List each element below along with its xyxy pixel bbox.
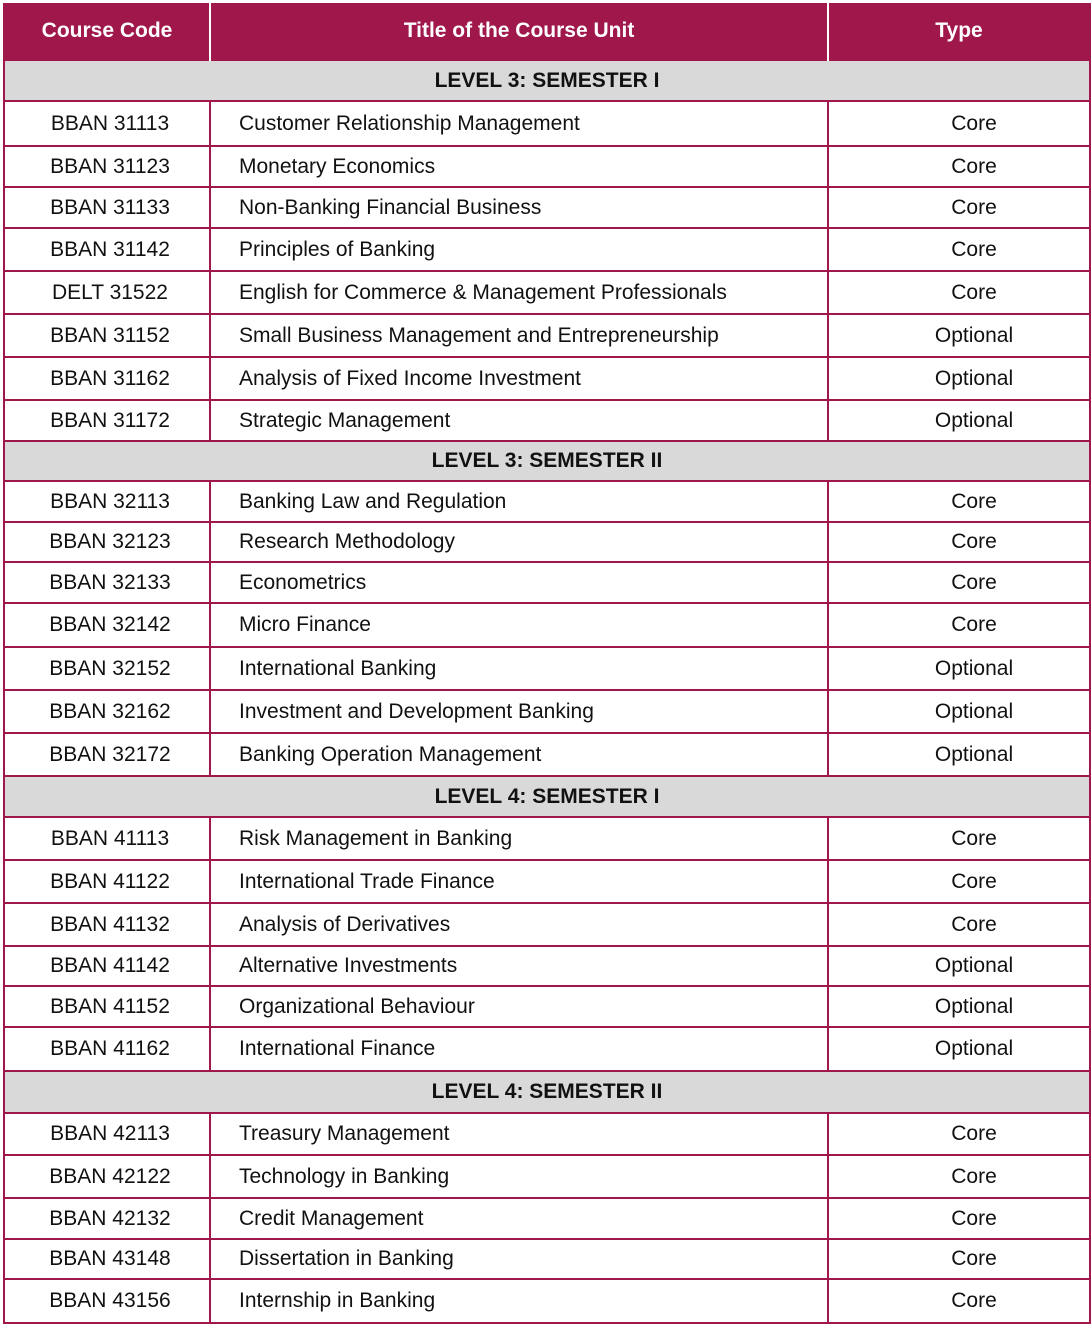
course-code-cell: BBAN 32133 (4, 562, 210, 603)
course-title-cell: Internship in Banking (210, 1279, 828, 1323)
table-row (4, 946, 1090, 986)
course-title-cell: Small Business Management and Entrepreneurship (210, 314, 828, 357)
course-title-cell: Strategic Management (210, 400, 828, 441)
course-code-cell: BBAN 42122 (4, 1155, 210, 1198)
course-title-cell: Technology in Banking (210, 1155, 828, 1198)
course-code-cell: BBAN 32142 (4, 603, 210, 647)
course-title-cell: Organizational Behaviour (210, 986, 828, 1027)
table-row (4, 314, 1090, 357)
course-title-cell: Principles of Banking (210, 228, 828, 271)
table-row (4, 271, 1090, 314)
course-type-cell: Core (828, 603, 1090, 647)
course-code-cell: BBAN 41132 (4, 903, 210, 946)
course-code-cell: BBAN 31152 (4, 314, 210, 357)
section-heading-row (4, 1071, 1090, 1113)
course-type-cell: Optional (828, 986, 1090, 1027)
table-row (4, 733, 1090, 776)
course-type-cell: Core (828, 481, 1090, 522)
course-type-cell: Optional (828, 400, 1090, 441)
table-row (4, 1239, 1090, 1279)
section-heading: LEVEL 4: SEMESTER II (4, 1071, 1090, 1113)
course-title-cell: International Finance (210, 1027, 828, 1071)
course-type-cell: Optional (828, 314, 1090, 357)
course-code-cell: BBAN 32162 (4, 690, 210, 733)
table-row (4, 481, 1090, 522)
course-title-cell: Investment and Development Banking (210, 690, 828, 733)
course-title-cell: Monetary Economics (210, 146, 828, 187)
course-title-cell: Credit Management (210, 1198, 828, 1239)
header-course-title: Title of the Course Unit (210, 3, 828, 60)
section-heading-row (4, 776, 1090, 817)
course-title-cell: English for Commerce & Management Professionals (210, 271, 828, 314)
table-row (4, 522, 1090, 562)
course-code-cell: BBAN 32172 (4, 733, 210, 776)
table-row (4, 603, 1090, 647)
table-row (4, 690, 1090, 733)
table-row (4, 400, 1090, 441)
table-row (4, 1155, 1090, 1198)
table-row (4, 1198, 1090, 1239)
course-type-cell: Core (828, 860, 1090, 903)
course-type-cell: Optional (828, 357, 1090, 400)
course-type-cell: Core (828, 187, 1090, 228)
course-title-cell: Alternative Investments (210, 946, 828, 986)
course-type-cell: Core (828, 1155, 1090, 1198)
course-title-cell: Research Methodology (210, 522, 828, 562)
table-row (4, 1027, 1090, 1071)
header-course-code: Course Code (4, 3, 210, 60)
course-type-cell: Optional (828, 946, 1090, 986)
header-row (4, 3, 1090, 60)
course-type-cell: Optional (828, 690, 1090, 733)
course-type-cell: Core (828, 271, 1090, 314)
course-code-cell: BBAN 41152 (4, 986, 210, 1027)
table-row (4, 101, 1090, 146)
course-table (3, 3, 1091, 1324)
table-row (4, 817, 1090, 860)
table-row (4, 1279, 1090, 1323)
course-code-cell: BBAN 31162 (4, 357, 210, 400)
course-code-cell: BBAN 41122 (4, 860, 210, 903)
course-code-cell: BBAN 41162 (4, 1027, 210, 1071)
table-row (4, 986, 1090, 1027)
course-type-cell: Core (828, 1239, 1090, 1279)
course-type-cell: Core (828, 228, 1090, 271)
table-row (4, 187, 1090, 228)
course-title-cell: Econometrics (210, 562, 828, 603)
course-code-cell: BBAN 31123 (4, 146, 210, 187)
section-heading: LEVEL 3: SEMESTER II (4, 441, 1090, 481)
section-heading: LEVEL 3: SEMESTER I (4, 60, 1090, 101)
course-title-cell: Analysis of Fixed Income Investment (210, 357, 828, 400)
course-code-cell: BBAN 43148 (4, 1239, 210, 1279)
course-title-cell: International Trade Finance (210, 860, 828, 903)
course-code-cell: BBAN 31142 (4, 228, 210, 271)
course-title-cell: International Banking (210, 647, 828, 690)
course-type-cell: Optional (828, 647, 1090, 690)
course-type-cell: Core (828, 146, 1090, 187)
course-title-cell: Micro Finance (210, 603, 828, 647)
course-type-cell: Core (828, 1113, 1090, 1155)
table-row (4, 146, 1090, 187)
course-code-cell: BBAN 31113 (4, 101, 210, 146)
course-type-cell: Core (828, 1198, 1090, 1239)
course-type-cell: Core (828, 562, 1090, 603)
course-type-cell: Optional (828, 1027, 1090, 1071)
course-title-cell: Banking Law and Regulation (210, 481, 828, 522)
section-heading-row (4, 441, 1090, 481)
table-row (4, 357, 1090, 400)
course-type-cell: Core (828, 903, 1090, 946)
course-code-cell: BBAN 32123 (4, 522, 210, 562)
course-code-cell: BBAN 32113 (4, 481, 210, 522)
course-type-cell: Core (828, 101, 1090, 146)
table-row (4, 228, 1090, 271)
header-type: Type (828, 3, 1090, 60)
course-code-cell: BBAN 42132 (4, 1198, 210, 1239)
table-row (4, 903, 1090, 946)
course-code-cell: BBAN 31172 (4, 400, 210, 441)
table-row (4, 647, 1090, 690)
course-code-cell: BBAN 41113 (4, 817, 210, 860)
course-title-cell: Non-Banking Financial Business (210, 187, 828, 228)
table-body (4, 60, 1090, 1323)
course-title-cell: Banking Operation Management (210, 733, 828, 776)
course-code-cell: BBAN 31133 (4, 187, 210, 228)
course-code-cell: BBAN 32152 (4, 647, 210, 690)
table-row (4, 860, 1090, 903)
course-title-cell: Analysis of Derivatives (210, 903, 828, 946)
course-title-cell: Risk Management in Banking (210, 817, 828, 860)
course-code-cell: BBAN 43156 (4, 1279, 210, 1323)
course-code-cell: BBAN 41142 (4, 946, 210, 986)
course-type-cell: Core (828, 522, 1090, 562)
course-code-cell: DELT 31522 (4, 271, 210, 314)
course-code-cell: BBAN 42113 (4, 1113, 210, 1155)
course-title-cell: Treasury Management (210, 1113, 828, 1155)
course-type-cell: Core (828, 817, 1090, 860)
course-title-cell: Customer Relationship Management (210, 101, 828, 146)
section-heading: LEVEL 4: SEMESTER I (4, 776, 1090, 817)
table-header (4, 3, 1090, 60)
course-type-cell: Core (828, 1279, 1090, 1323)
section-heading-row (4, 60, 1090, 101)
table-row (4, 1113, 1090, 1155)
course-type-cell: Optional (828, 733, 1090, 776)
table-row (4, 562, 1090, 603)
course-title-cell: Dissertation in Banking (210, 1239, 828, 1279)
